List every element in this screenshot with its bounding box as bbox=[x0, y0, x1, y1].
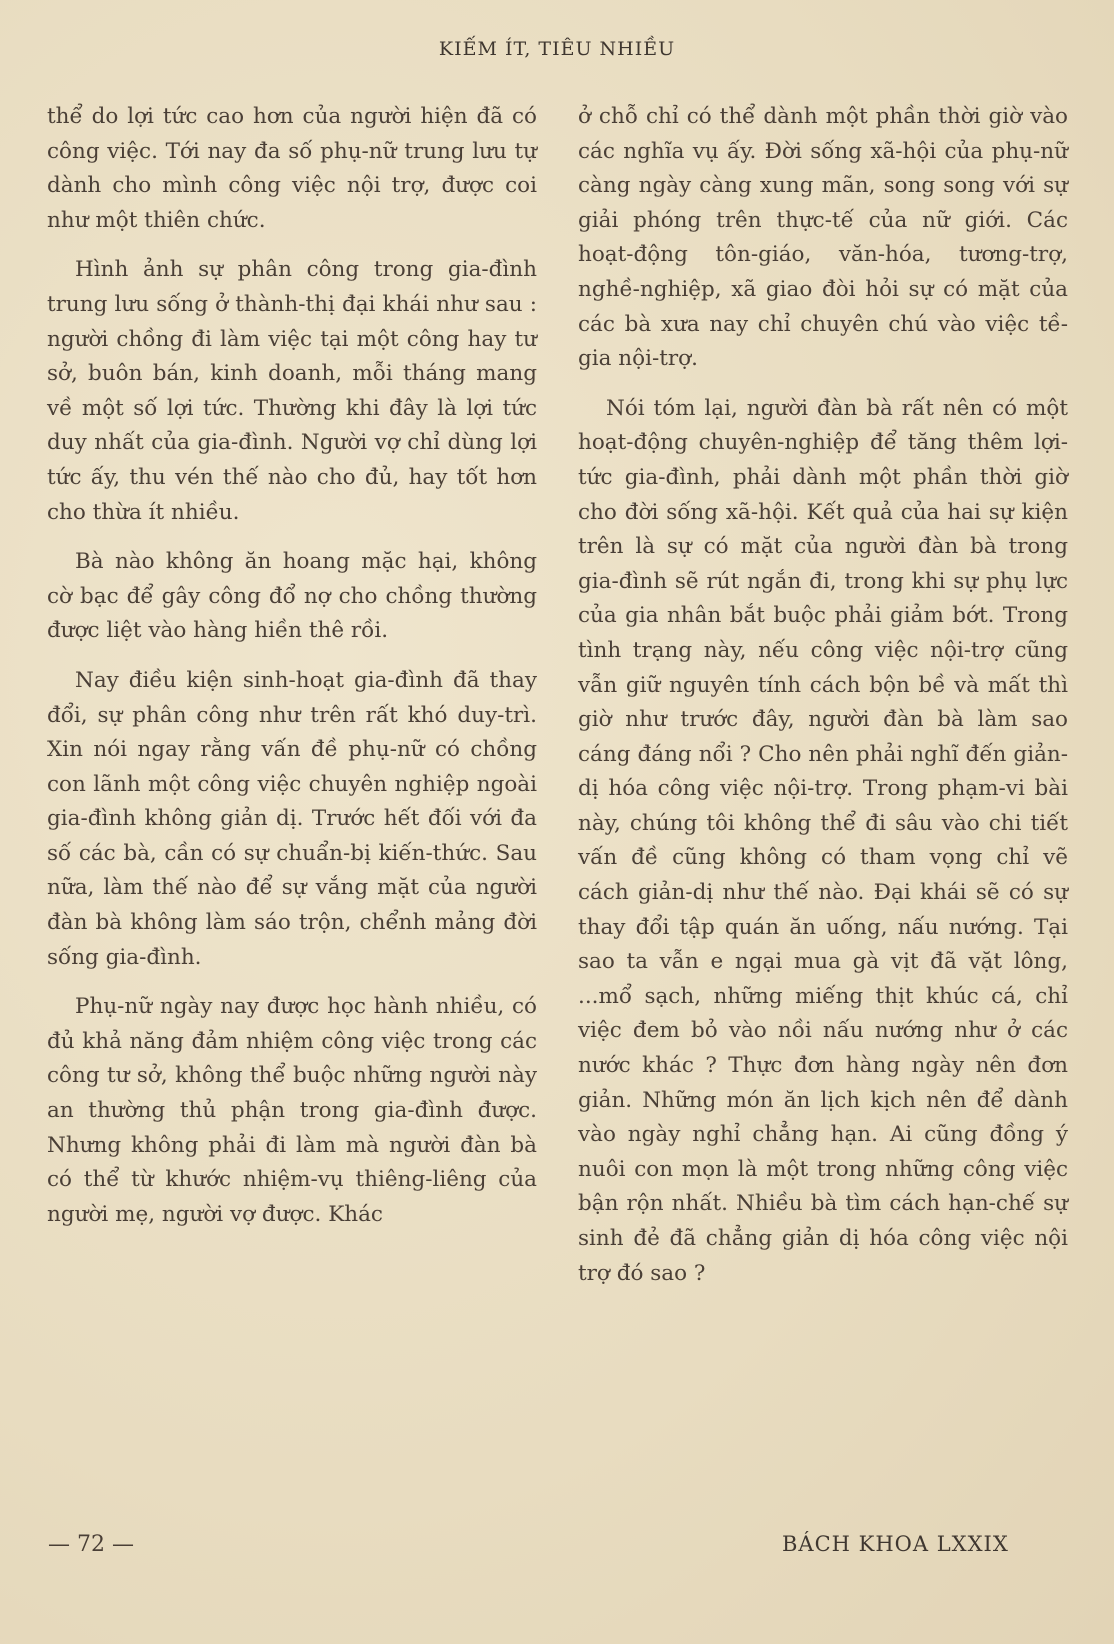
left-column bbox=[47, 100, 537, 1247]
paragraph: Nay điều kiện sinh-hoạt gia-đình đã thay đổi, sự phân công như trên rất khó duy-trì. Xin nói ngay rằng vấn đề phụ-nữ có chồng con lãnh một công việc chuyên nghiệp ngoài gia-đình không giản dị. Trước hết đối với đa số các bà, cần có sự chuẩn-bị kiến-thức. Sau nữa, làm thế nào để sự vắng mặt của người đàn bà không làm sáo trộn, chểnh mảng đời sống gia-đình. bbox=[47, 667, 537, 970]
paragraph: Phụ-nữ ngày nay được học hành nhiều, có đủ khả năng đảm nhiệm công việc trong các công tư sở, không thể buộc những người này an thường thủ phận trong gia-đình được. Nhưng không phải đi làm mà người đàn bà có thể từ khước nhiệm-vụ thiêng-liêng của người mẹ, người vợ được. Khác bbox=[47, 994, 537, 1227]
paragraph: ở chỗ chỉ có thể dành một phần thời giờ vào các nghĩa vụ ấy. Đời sống xã-hội của phụ-nữ càng ngày càng xung mãn, song song với sự giải phóng trên thực-tế của nữ giới. Các hoạt-động tôn-giáo, văn-hóa, tương-trợ, nghề-nghiệp, xã giao đòi hỏi sự có mặt của các bà xưa nay chỉ chuyên chú vào việc tề-gia nội-trợ. bbox=[578, 104, 1068, 372]
running-header: KIẾM ÍT, TIÊU NHIỀU bbox=[438, 38, 676, 60]
publication-name: BÁCH KHOA LXXIX bbox=[782, 1532, 1009, 1556]
paragraph: Nói tóm lại, người đàn bà rất nên có một hoạt-động chuyên-nghiệp để tăng thêm lợi-tức gia-đình, phải dành một phần thời giờ cho đời sống xã-hội. Kết quả của hai sự kiện trên là sự có mặt của người đàn bà trong gia-đình sẽ rút ngắn đi, trong khi sự phụ lực của gia nhân bắt buộc phải giảm bớt. Trong tình trạng này, nếu công việc nội-trợ cũng vẫn giữ nguyên tính cách bộn bề và mất thì giờ như trước đây, người đàn bà làm sao cáng đáng nổi ? Cho nên phải nghĩ đến giản-dị hóa công việc nội-trợ. Trong phạm-vi bài này, chúng tôi không thể đi sâu vào chi tiết vấn đề cũng không có tham vọng chỉ vẽ cách giản-dị như thế nào. Đại khái sẽ có sự thay đổi tập quán ăn uống, nấu nướng. Tại sao ta vẫn e ngại mua gà vịt đã vặt lông, ...mổ sạch, những miếng thịt khúc cá, chỉ việc đem bỏ vào nồi nấu nướng như ở các nước khác ? Thực đơn hàng ngày nên đơn giản. Những món ăn lịch kịch nên để dành vào ngày nghỉ chẳng hạn. Ai cũng đồng ý nuôi con mọn là một trong những công việc bận rộn nhất. Nhiều bà tìm cách hạn-chế sự sinh đẻ đã chẳng giản dị hóa công việc nội trợ đó sao ? bbox=[578, 395, 1068, 1286]
right-column bbox=[578, 100, 1068, 1306]
paragraph: Bà nào không ăn hoang mặc hại, không cờ bạc để gây công đổ nợ cho chồng thường được liệt vào hàng hiền thê rồi. bbox=[47, 549, 537, 644]
paragraph: thể do lợi tức cao hơn của người hiện đã có công việc. Tới nay đa số phụ-nữ trung lưu tự dành cho mình công việc nội trợ, được coi như một thiên chức. bbox=[47, 104, 537, 233]
paragraph: Hình ảnh sự phân công trong gia-đình trung lưu sống ở thành-thị đại khái như sau : người chồng đi làm việc tại một công hay tư sở, buôn bán, kinh doanh, mỗi tháng mang về một số lợi tức. Thường khi đây là lợi tức duy nhất của gia-đình. Người vợ chỉ dùng lợi tức ấy, thu vén thế nào cho đủ, hay tốt hơn cho thừa ít nhiều. bbox=[47, 257, 537, 525]
page-number: — 72 — bbox=[48, 1532, 134, 1557]
